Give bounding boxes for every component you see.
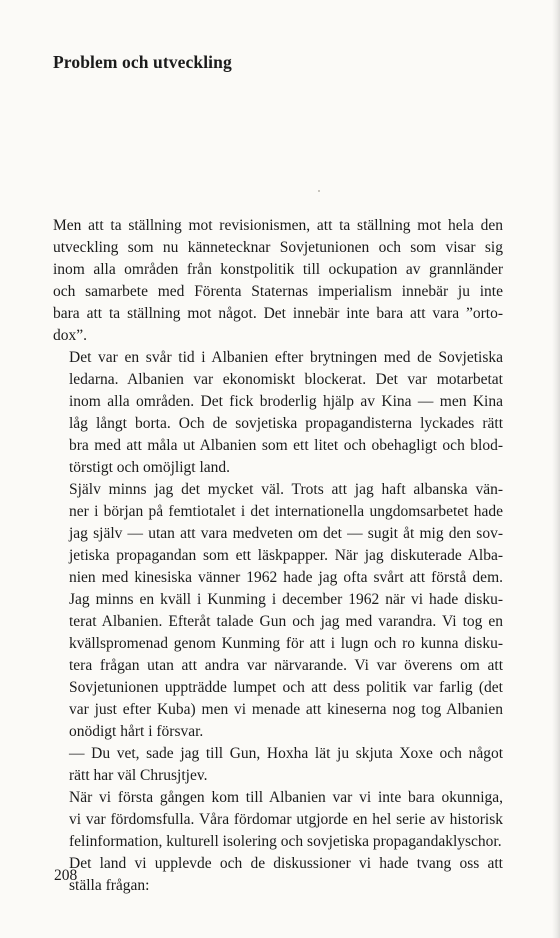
running-head: Problem och utveckling (53, 52, 232, 72)
text-line: Det land vi upplevde och de diskussioner vi hade tvang oss att (69, 855, 503, 872)
text-line: — Du vet, sade jag till Gun, Hoxha lät ju skjuta Xoxe och något (69, 745, 503, 762)
text-line: bara att ta ställning mot något. Det innebär inte bara att vara ”orto- (53, 305, 503, 322)
text-line: Själv minns jag det mycket väl. Trots att jag haft albanska vän- (69, 481, 503, 498)
text-line: törstigt och omöjligt land. (69, 459, 231, 476)
text-line: inom alla områden. Det fick broderlig hjälp av Kina — men Kina (69, 393, 503, 410)
page-edge-shadow (552, 0, 560, 938)
text-line: låg långt borta. Och de sovjetiska propagandisterna lyckades rätt (69, 415, 503, 432)
text-line: inom alla områden från konstpolitik till ockupation av grannländer (53, 261, 503, 278)
text-line: och samarbete med Förenta Staternas imperialism innebär ju inte (53, 283, 503, 300)
text-line: ner i början på femtiotalet i det internationella ungdomsarbetet hade (69, 503, 503, 520)
text-line: kvällspromenad genom Kunming för att i lugn och ro kunna disku- (69, 635, 503, 652)
paragraph (53, 215, 503, 347)
text-line: dox”. (53, 327, 88, 344)
paragraph (53, 347, 503, 479)
text-line: rätt har väl Chrusjtjev. (69, 767, 208, 784)
paragraph (53, 787, 503, 853)
text-line: nien med kinesiska vänner 1962 hade jag ofta svårt att förstå dem. (69, 569, 503, 586)
text-line: vi var fördomsfulla. Våra fördomar utgjorde en hel serie av historisk (69, 811, 503, 828)
text-line: När vi första gången kom till Albanien var vi inte bara okunniga, (69, 789, 503, 806)
text-line: utveckling som nu kännetecknar Sovjetunionen och som visar sig (53, 239, 503, 256)
body-text (53, 215, 503, 897)
text-line: tera frågan utan att andra var närvarande. Vi var överens om att (69, 657, 503, 674)
paragraph (53, 743, 503, 787)
text-line: ställa frågan: (69, 877, 150, 894)
text-line: terat Albanien. Efteråt talade Gun och jag med varandra. Vi tog en (69, 613, 503, 630)
text-line: felinformation, kulturell isolering och sovjetiska propagandaklyschor. (69, 833, 502, 850)
print-speck (318, 190, 320, 192)
text-line: bra med att måla ut Albanien som ett litet och obehagligt och blod- (69, 437, 503, 454)
text-line: jag själv — utan att vara medveten om det — sugit åt mig den sov- (69, 525, 503, 542)
text-line: Sovjetunionen uppträdde lumpet och att dess politik var farlig (det (69, 679, 503, 696)
text-line: var just efter Kuba) men vi menade att kineserna nog tog Albanien (69, 701, 503, 718)
paragraph (53, 853, 503, 897)
paragraph (53, 479, 503, 743)
text-line: jetiska propagandan som ett läskpapper. När jag diskuterade Alba- (69, 547, 503, 564)
text-line: ledarna. Albanien var ekonomiskt blockerat. Det var motarbetat (69, 371, 503, 388)
page-number: 208 (54, 867, 78, 884)
text-line: onödigt hårt i försvar. (69, 723, 204, 740)
text-line: Jag minns en kväll i Kunming i december 1962 när vi hade disku- (69, 591, 503, 608)
text-line: Det var en svår tid i Albanien efter brytningen med de Sovjetiska (69, 349, 503, 366)
text-line: Men att ta ställning mot revisionismen, att ta ställning mot hela den (53, 217, 503, 234)
